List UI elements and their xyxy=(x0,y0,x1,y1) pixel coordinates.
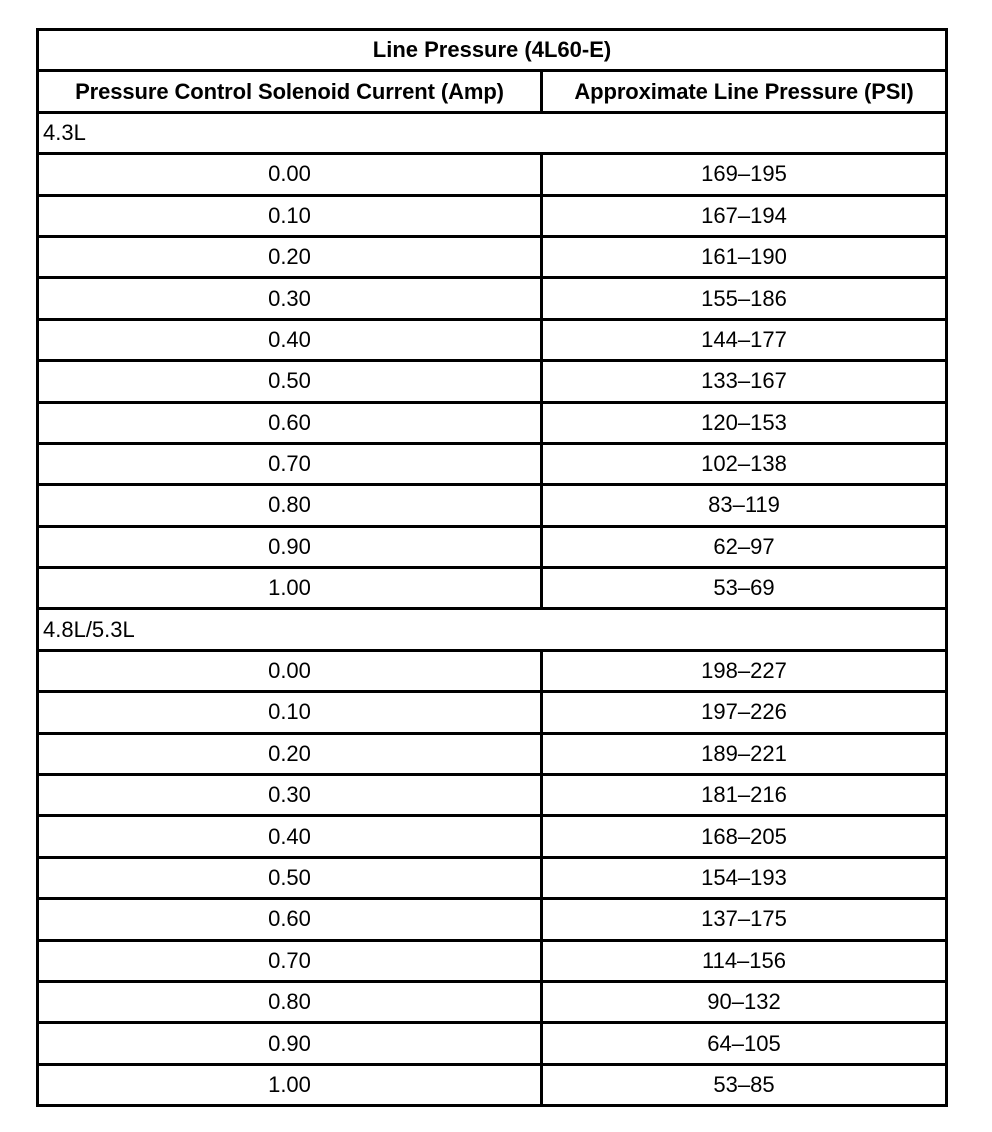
table-row xyxy=(38,443,947,484)
table-row xyxy=(38,1064,947,1105)
table-row xyxy=(38,857,947,898)
cell-solenoid-current: 0.30 xyxy=(38,775,542,816)
table-row xyxy=(38,940,947,981)
cell-line-pressure: 90–132 xyxy=(542,981,947,1022)
line-pressure-table-container xyxy=(36,28,945,1107)
cell-line-pressure: 83–119 xyxy=(542,485,947,526)
cell-solenoid-current: 0.60 xyxy=(38,899,542,940)
cell-line-pressure: 161–190 xyxy=(542,236,947,277)
cell-line-pressure: 189–221 xyxy=(542,733,947,774)
table-row xyxy=(38,1023,947,1064)
cell-line-pressure: 114–156 xyxy=(542,940,947,981)
table-title: Line Pressure (4L60-E) xyxy=(38,30,947,71)
cell-solenoid-current: 0.70 xyxy=(38,940,542,981)
cell-line-pressure: 197–226 xyxy=(542,692,947,733)
section-label: 4.3L xyxy=(38,112,947,153)
cell-line-pressure: 144–177 xyxy=(542,319,947,360)
header-solenoid-current: Pressure Control Solenoid Current (Amp) xyxy=(38,71,542,112)
cell-solenoid-current: 0.50 xyxy=(38,857,542,898)
table-row xyxy=(38,319,947,360)
table-row xyxy=(38,899,947,940)
table-row xyxy=(38,733,947,774)
cell-line-pressure: 155–186 xyxy=(542,278,947,319)
cell-line-pressure: 53–85 xyxy=(542,1064,947,1105)
cell-solenoid-current: 0.90 xyxy=(38,1023,542,1064)
table-row xyxy=(38,650,947,691)
cell-solenoid-current: 0.40 xyxy=(38,816,542,857)
section-row xyxy=(38,609,947,650)
section-label: 4.8L/5.3L xyxy=(38,609,947,650)
cell-line-pressure: 181–216 xyxy=(542,775,947,816)
cell-line-pressure: 133–167 xyxy=(542,361,947,402)
cell-line-pressure: 167–194 xyxy=(542,195,947,236)
cell-solenoid-current: 0.90 xyxy=(38,526,542,567)
cell-solenoid-current: 0.10 xyxy=(38,195,542,236)
table-row xyxy=(38,402,947,443)
cell-solenoid-current: 0.00 xyxy=(38,154,542,195)
table-row xyxy=(38,154,947,195)
table-row xyxy=(38,981,947,1022)
cell-line-pressure: 198–227 xyxy=(542,650,947,691)
cell-solenoid-current: 0.80 xyxy=(38,981,542,1022)
table-row xyxy=(38,816,947,857)
table-row xyxy=(38,568,947,609)
cell-line-pressure: 169–195 xyxy=(542,154,947,195)
cell-solenoid-current: 1.00 xyxy=(38,568,542,609)
header-line-pressure: Approximate Line Pressure (PSI) xyxy=(542,71,947,112)
table-body xyxy=(38,112,947,1105)
cell-line-pressure: 53–69 xyxy=(542,568,947,609)
column-header-row xyxy=(38,71,947,112)
cell-line-pressure: 62–97 xyxy=(542,526,947,567)
cell-solenoid-current: 0.30 xyxy=(38,278,542,319)
cell-solenoid-current: 0.80 xyxy=(38,485,542,526)
table-row xyxy=(38,692,947,733)
cell-solenoid-current: 0.40 xyxy=(38,319,542,360)
cell-solenoid-current: 0.60 xyxy=(38,402,542,443)
cell-solenoid-current: 0.20 xyxy=(38,236,542,277)
cell-solenoid-current: 0.00 xyxy=(38,650,542,691)
cell-solenoid-current: 0.50 xyxy=(38,361,542,402)
table-row xyxy=(38,278,947,319)
table-row xyxy=(38,195,947,236)
cell-line-pressure: 64–105 xyxy=(542,1023,947,1064)
section-row xyxy=(38,112,947,153)
cell-solenoid-current: 0.20 xyxy=(38,733,542,774)
cell-solenoid-current: 1.00 xyxy=(38,1064,542,1105)
table-row xyxy=(38,526,947,567)
cell-line-pressure: 154–193 xyxy=(542,857,947,898)
table-row xyxy=(38,236,947,277)
cell-line-pressure: 168–205 xyxy=(542,816,947,857)
cell-solenoid-current: 0.10 xyxy=(38,692,542,733)
line-pressure-table xyxy=(36,28,948,1107)
cell-line-pressure: 137–175 xyxy=(542,899,947,940)
cell-line-pressure: 120–153 xyxy=(542,402,947,443)
cell-line-pressure: 102–138 xyxy=(542,443,947,484)
table-row xyxy=(38,775,947,816)
table-row xyxy=(38,361,947,402)
cell-solenoid-current: 0.70 xyxy=(38,443,542,484)
table-title-row xyxy=(38,30,947,71)
table-row xyxy=(38,485,947,526)
